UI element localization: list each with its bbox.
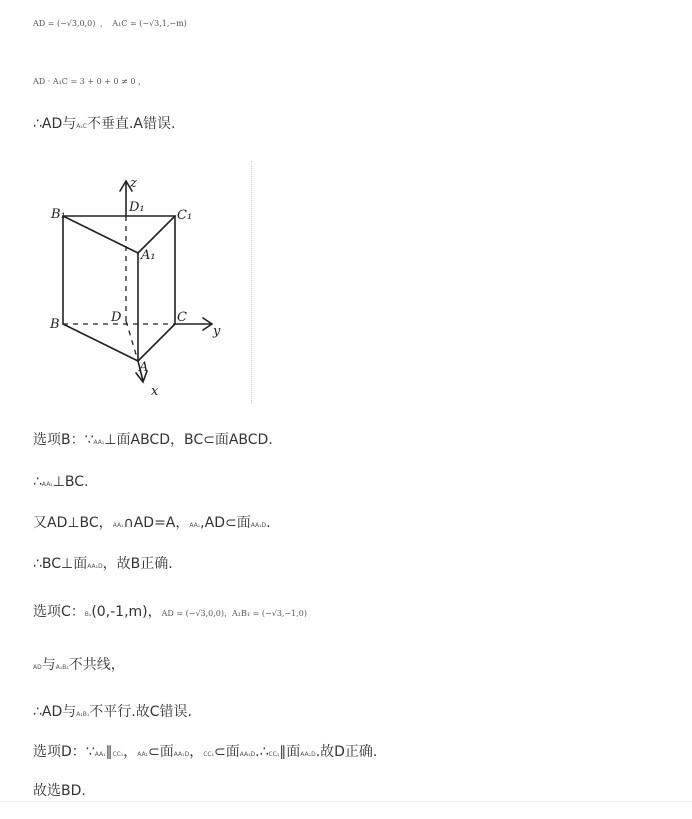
comma: ， — [123, 744, 138, 760]
dot-product-line — [33, 71, 146, 91]
x-axis-label: x — [151, 384, 159, 399]
vertex-b1-label: B₁ — [51, 207, 66, 222]
not-collinear-line — [33, 656, 125, 677]
vector-definitions-line — [33, 13, 187, 33]
conclusion-c-line — [33, 703, 192, 724]
cc1-inline-label: CC₁ — [112, 751, 124, 758]
vertex-a-label: A — [139, 360, 149, 375]
therefore-symbol: ∴ — [33, 474, 42, 490]
vertex-c1-label: C₁ — [177, 208, 193, 223]
final-answer: 故选BD. — [33, 783, 86, 799]
option-b-body: ⊥面ABCD，BC⊂面ABCD. — [104, 432, 273, 448]
vertex-d-label: D — [111, 310, 122, 325]
aa1-inline-label: AA₁ — [94, 751, 106, 758]
conclusion-a-suffix: 不垂直.A错误. — [86, 116, 176, 132]
aa1d-inline-label: AA₁D — [300, 751, 316, 758]
b1-inline-label: B₁ — [84, 611, 92, 618]
vertex-a1-label: A₁ — [141, 248, 156, 263]
aa1-inline-label: AA₁ — [112, 522, 124, 529]
a1c-inline-label: A₁C — [76, 123, 87, 130]
subset-text: ,AD⊂面 — [200, 515, 251, 531]
vector-a1b1-expression: A₁B₁ = (−√3,−1,0) — [232, 609, 307, 618]
option-d-prefix: 选项D：∵ — [33, 744, 95, 760]
perpendicular-text: ⊥BC. — [52, 474, 89, 490]
aa1d-inline-label: AA₁D — [87, 563, 103, 570]
aa1-inline-label: AA₁ — [189, 522, 201, 529]
option-b-prefix: 选项B：∵ — [33, 432, 94, 448]
z-axis-label: z — [130, 176, 137, 191]
conclusion-b-suffix: ，故B正确. — [102, 556, 173, 572]
aa1-inline-label: AA₁ — [137, 751, 149, 758]
a1b1-inline-label: A₁B₁ — [55, 664, 69, 671]
intersection-line — [33, 514, 271, 535]
aa1d-inline-label: AA₁D — [173, 751, 190, 758]
vertex-c-label: C — [177, 310, 187, 325]
intersection-prefix: 又AD⊥BC， — [33, 515, 113, 531]
vector-ad-expression: AD = (−√3,0,0) — [33, 19, 96, 28]
conclusion-c-prefix: ∴AD与 — [33, 704, 77, 720]
therefore-text: .∴ — [255, 744, 269, 760]
vertex-d1-label: D₁ — [129, 200, 145, 215]
ad-inline-label: AD — [33, 664, 42, 671]
a1b1-inline-label: A₁B₁ — [76, 711, 90, 718]
vector-ad-expression: AD = (−√3,0,0) — [161, 609, 225, 618]
prism-figure — [33, 161, 252, 403]
not-subset-text: ⊂面 — [213, 744, 240, 760]
option-c-prefix: 选项C： — [33, 604, 85, 620]
vector-a1c-expression: A₁C = (−√3,1,−m) — [112, 19, 187, 28]
final-answer-line — [33, 782, 86, 800]
cc1-inline-label: CC₁ — [203, 751, 214, 758]
dot-product-expression: AD · A₁C = 3 + 0 + 0 ≠ 0 ， — [33, 77, 146, 86]
aa1-inline-label: AA₁ — [93, 439, 105, 446]
conclusion-a-prefix: ∴AD与 — [33, 116, 77, 132]
not-collinear-text: 不共线， — [68, 657, 125, 673]
aa1d-inline-label: AA₁D — [239, 751, 256, 758]
bottom-divider — [0, 801, 692, 802]
option-b-line — [33, 431, 273, 452]
separator: ， — [224, 609, 233, 618]
option-d-line — [33, 743, 377, 764]
connector-text: 与 — [41, 657, 56, 673]
b1-coordinates: (0,-1,m)， — [91, 604, 162, 620]
prism-diagram — [33, 161, 251, 403]
vertex-b-label: B — [50, 317, 60, 332]
aa1d-inline-label: AA₁D — [250, 522, 267, 529]
intersection-mid: ∩AD=A， — [123, 515, 190, 531]
comma: ， — [189, 744, 204, 760]
perpendicular-line — [33, 473, 88, 494]
conclusion-b-prefix: ∴BC⊥面 — [33, 556, 88, 572]
subset-text: ⊂面 — [148, 744, 174, 760]
conclusion-d-suffix: .故D正确. — [315, 744, 378, 760]
conclusion-a-line — [33, 115, 175, 136]
conclusion-b-line — [33, 555, 173, 576]
period: . — [266, 515, 271, 531]
parallel-plane-text: ∥面 — [279, 744, 301, 760]
option-c-line — [33, 603, 307, 624]
conclusion-c-suffix: 不平行.故C错误. — [89, 704, 192, 720]
aa1-inline-label: AA₁ — [41, 481, 53, 488]
parallel-symbol: ∥ — [105, 744, 113, 760]
y-axis-label: y — [213, 324, 221, 339]
cc1-inline-label: CC₁ — [268, 751, 280, 758]
separator: ， — [99, 19, 108, 28]
